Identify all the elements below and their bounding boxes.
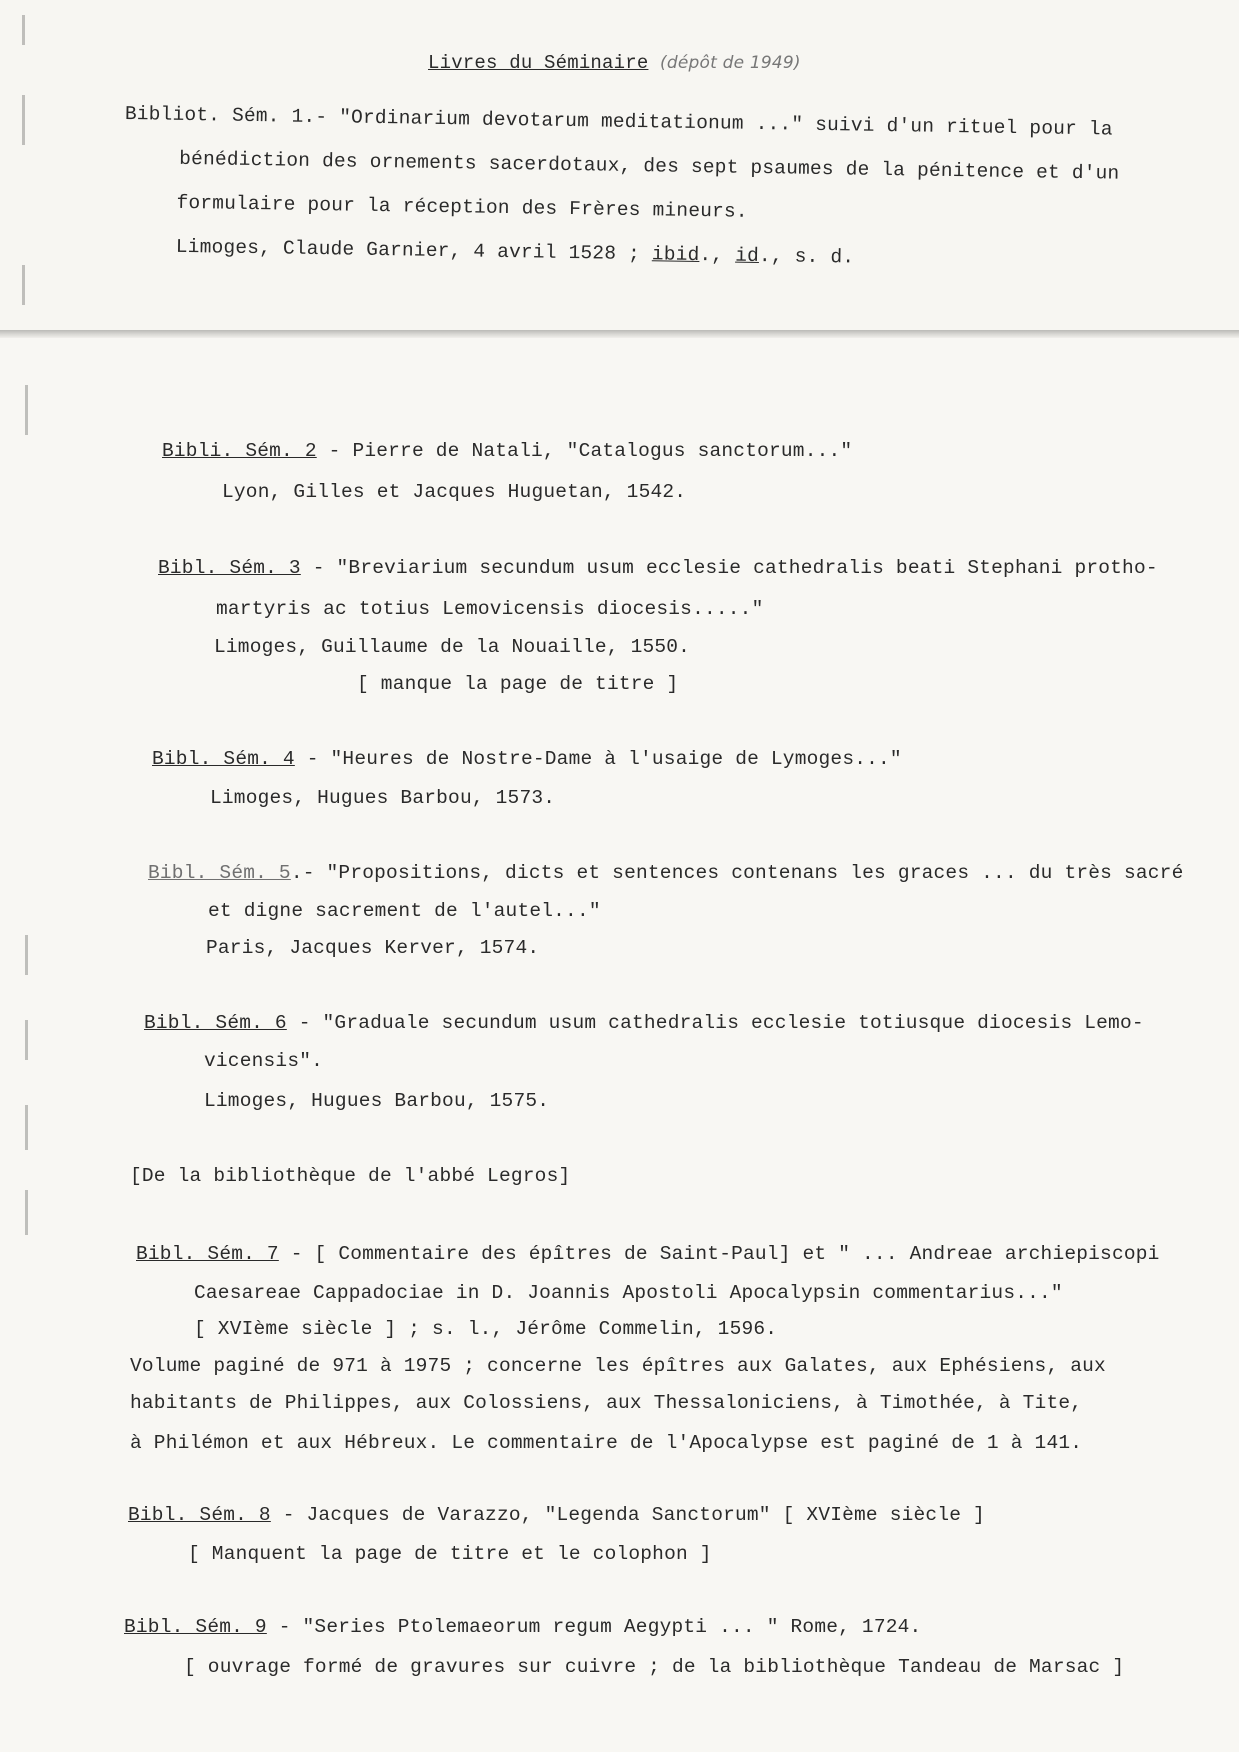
entry-2-text: - Pierre de Natali, "Catalogus sanctorum..." bbox=[316, 440, 853, 462]
entry-8-ref: Bibl. Sém. 8 bbox=[128, 1504, 271, 1526]
entry-6-line-1 bbox=[144, 1012, 1144, 1034]
entry-5-line-1 bbox=[148, 862, 1183, 884]
entry-8-line-1 bbox=[128, 1504, 985, 1526]
entry-9-ref: Bibl. Sém. 9 bbox=[124, 1616, 267, 1638]
entry-4-text: - "Heures de Nostre-Dame à l'usaige de Lymoges..." bbox=[294, 748, 902, 770]
entry-9-line-2: [ ouvrage formé de gravures sur cuivre ; de la bibliothèque Tandeau de Marsac ] bbox=[184, 1656, 1125, 1678]
entry-1-line-1: Bibliot. Sém. 1.- "Ordinarium devotarum meditationum ..." suivi d'un rituel pour la bbox=[124, 103, 1113, 141]
entry-8-text: - Jacques de Varazzo, "Legenda Sanctorum" [ XVIème siècle ] bbox=[270, 1504, 985, 1526]
entry-6-text: - "Graduale secundum usum cathedralis ecclesie totiusque diocesis Lemo- bbox=[286, 1012, 1144, 1034]
entry-4-ref: Bibl. Sém. 4 bbox=[152, 748, 295, 770]
entry-2-line-1 bbox=[162, 440, 852, 462]
entry-2-line-2: Lyon, Gilles et Jacques Huguetan, 1542. bbox=[222, 481, 687, 503]
entry-3-line-2: martyris ac totius Lemovicensis diocesis....." bbox=[216, 598, 764, 620]
entry-3-line-3: Limoges, Guillaume de la Nouaille, 1550. bbox=[214, 636, 691, 658]
date-text: ., s. d. bbox=[758, 244, 855, 269]
entry-1-line-3: formulaire pour la réception des Frères mineurs. bbox=[176, 191, 748, 223]
entry-2-ref: Bibli. Sém. 2 bbox=[162, 440, 317, 462]
entry-5-line-2: et digne sacrement de l'autel..." bbox=[208, 900, 601, 922]
id-text: id bbox=[735, 244, 760, 267]
provenance-note: [De la bibliothèque de l'abbé Legros] bbox=[130, 1165, 571, 1187]
entry-4-line-2: Limoges, Hugues Barbou, 1573. bbox=[210, 787, 556, 809]
entry-5-text: .- "Propositions, dicts et sentences contenans les graces ... du très sacré bbox=[290, 862, 1184, 884]
entry-3-text: - "Breviarium secundum usum ecclesie cathedralis beati Stephani protho- bbox=[300, 557, 1158, 579]
margin-mark bbox=[25, 1020, 28, 1060]
margin-mark bbox=[25, 1190, 28, 1235]
entry-1-line-2: bénédiction des ornements sacerdotaux, des sept psaumes de la pénitence et d'un bbox=[179, 147, 1120, 185]
entry-3-line-4: [ manque la page de titre ] bbox=[357, 673, 679, 695]
ibid-text: ibid bbox=[651, 243, 700, 267]
entry-1 bbox=[0, 0, 1239, 347]
entry-6-ref: Bibl. Sém. 6 bbox=[144, 1012, 287, 1034]
entry-4-line-1 bbox=[152, 748, 902, 770]
entry-8-line-2: [ Manquent la page de titre et le colophon ] bbox=[188, 1543, 712, 1565]
entry-3-ref: Bibl. Sém. 3 bbox=[158, 557, 301, 579]
entry-5-line-3: Paris, Jacques Kerver, 1574. bbox=[206, 937, 540, 959]
entry-5-ref: Bibl. Sém. 5 bbox=[148, 862, 291, 884]
entry-3-line-1 bbox=[158, 557, 1158, 579]
margin-mark bbox=[25, 935, 28, 975]
entry-7-note-1: Volume paginé de 971 à 1975 ; concerne les épîtres aux Galates, aux Ephésiens, aux bbox=[130, 1355, 1106, 1377]
separator-text: ., bbox=[699, 244, 736, 267]
margin-mark bbox=[25, 1105, 28, 1150]
entry-7-ref: Bibl. Sém. 7 bbox=[136, 1243, 279, 1265]
entry-7-line-3: [ XVIème siècle ] ; s. l., Jérôme Commelin, 1596. bbox=[194, 1318, 778, 1340]
entry-9-text: - "Series Ptolemaeorum regum Aegypti ... " Rome, 1724. bbox=[266, 1616, 922, 1638]
entry-6-line-3: Limoges, Hugues Barbou, 1575. bbox=[204, 1090, 550, 1112]
handwritten-annotation: (dépôt de 1949) bbox=[660, 53, 801, 73]
entry-7-note-3: à Philémon et aux Hébreux. Le commentaire de l'Apocalypse est paginé de 1 à 141. bbox=[130, 1432, 1083, 1454]
margin-mark bbox=[25, 385, 28, 435]
entry-1-imprint: Limoges, Claude Garnier, 4 avril 1528 ; bbox=[175, 235, 653, 266]
entry-9-line-1 bbox=[124, 1616, 921, 1638]
lower-sheet bbox=[0, 338, 1239, 1752]
page-title: Livres du Séminaire bbox=[428, 52, 649, 74]
entry-1-line-4 bbox=[176, 236, 855, 269]
entry-7-line-2: Caesareae Cappadociae in D. Joannis Apostoli Apocalypsin commentarius..." bbox=[194, 1282, 1063, 1304]
entry-7-note-2: habitants de Philippes, aux Colossiens, aux Thessaloniciens, à Timothée, à Tite, bbox=[130, 1392, 1083, 1414]
entry-7-text: - [ Commentaire des épîtres de Saint-Paul] et " ... Andreae archiepiscopi bbox=[278, 1243, 1160, 1265]
entry-7-line-1 bbox=[136, 1243, 1160, 1265]
entry-6-line-2: vicensis". bbox=[204, 1050, 324, 1072]
